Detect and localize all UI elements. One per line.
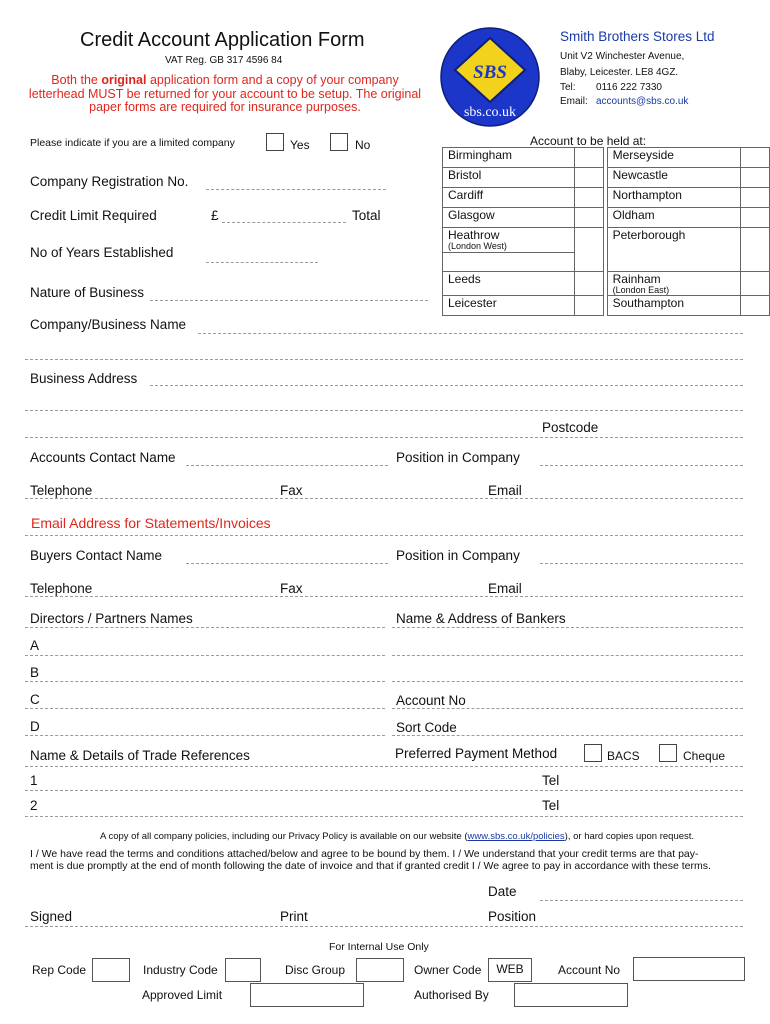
- company-name: Smith Brothers Stores Ltd: [560, 29, 715, 44]
- accounts-contact-details-field[interactable]: [25, 498, 743, 499]
- branch-name: Northampton: [607, 188, 740, 208]
- trade-references-divider: [25, 766, 743, 767]
- trade-ref-1-field[interactable]: [25, 790, 743, 791]
- branch-checkbox-southampton[interactable]: [741, 296, 770, 316]
- branch-checkbox-glasgow[interactable]: [575, 208, 604, 228]
- branch-checkbox-heathrow[interactable]: [575, 228, 604, 272]
- years-established-label: No of Years Established: [30, 245, 174, 260]
- directors-field[interactable]: [25, 627, 385, 628]
- branch-name: Birmingham: [443, 148, 575, 168]
- credit-limit-field[interactable]: [222, 222, 346, 223]
- branch-row: [443, 228, 770, 253]
- branch-name: Merseyside: [607, 148, 740, 168]
- branch-name: Rainham (London East): [607, 272, 740, 296]
- company-tel-label: Tel:: [560, 82, 576, 93]
- disc-group-label: Disc Group: [285, 963, 346, 977]
- bacs-checkbox[interactable]: [584, 744, 602, 762]
- business-name-field[interactable]: [198, 333, 743, 334]
- company-registration-label: Company Registration No.: [30, 174, 189, 189]
- limited-yes-checkbox[interactable]: [266, 133, 284, 151]
- branch-table: [442, 147, 770, 316]
- email-statements-field[interactable]: [25, 535, 743, 536]
- branches-heading: Account to be held at:: [530, 134, 647, 148]
- branch-name: Cardiff: [443, 188, 575, 208]
- company-registration-field[interactable]: [206, 189, 386, 190]
- trade-ref-1-label: 1: [30, 773, 38, 788]
- signature-field[interactable]: [25, 926, 743, 927]
- authorised-by-input[interactable]: [514, 983, 628, 1007]
- accounts-contact-label: Accounts Contact Name: [30, 450, 176, 465]
- business-name-label: Company/Business Name: [30, 317, 187, 332]
- branch-name: Southampton: [607, 296, 740, 316]
- cheque-checkbox[interactable]: [659, 744, 677, 762]
- director-d-label: D: [30, 719, 40, 734]
- directors-label: Directors / Partners Names: [30, 611, 193, 626]
- account-no-internal-input[interactable]: [633, 957, 745, 981]
- nature-of-business-label: Nature of Business: [30, 285, 145, 300]
- vat-number: VAT Reg. GB 317 4596 84: [165, 55, 283, 66]
- limited-yes-label: Yes: [290, 138, 310, 152]
- branch-checkbox-northampton[interactable]: [741, 188, 770, 208]
- branch-checkbox-leeds[interactable]: [575, 272, 604, 296]
- internal-use-heading: For Internal Use Only: [329, 941, 429, 953]
- owner-code-label: Owner Code: [414, 963, 482, 977]
- industry-code-input[interactable]: [225, 958, 261, 982]
- print-label: Print: [280, 909, 308, 924]
- accounts-email-label: Email: [488, 483, 522, 498]
- buyers-telephone-label: Telephone: [30, 581, 93, 596]
- limited-company-question: Please indicate if you are a limited company: [30, 137, 235, 149]
- branch-name: Newcastle: [607, 168, 740, 188]
- accounts-fax-label: Fax: [280, 483, 303, 498]
- signed-label: Signed: [30, 909, 73, 924]
- buyers-email-label: Email: [488, 581, 522, 596]
- company-tel: 0116 222 7330: [596, 82, 662, 93]
- director-c-label: C: [30, 692, 40, 707]
- business-address-field-line-2[interactable]: [25, 410, 743, 411]
- branch-checkbox-rainham[interactable]: [741, 272, 770, 296]
- buyers-contact-details-field[interactable]: [25, 596, 743, 597]
- branch-row: [443, 168, 770, 188]
- policy-link[interactable]: www.sbs.co.uk/policies: [467, 831, 565, 842]
- branch-name: Leeds: [443, 272, 575, 296]
- bankers-address-line-1[interactable]: [392, 655, 743, 656]
- postcode-label: Postcode: [542, 420, 599, 435]
- branch-name: Peterborough: [607, 228, 740, 272]
- policy-note: A copy of all company policies, including our Privacy Policy is available on our website (www.sbs.co.uk/policies), or hard copies upon request.: [100, 831, 695, 842]
- director-b-label: B: [30, 665, 40, 680]
- accounts-position-label: Position in Company: [396, 450, 520, 465]
- director-d-field[interactable]: [25, 735, 385, 736]
- director-b-field[interactable]: [25, 681, 385, 682]
- bankers-label: Name & Address of Bankers: [396, 611, 566, 626]
- branch-name: Leicester: [443, 296, 575, 316]
- return-notice: Both the original application form and a copy of your company letterhead MUST be returned for your account to be setup. The original paper forms are required for insurance purposes.: [28, 73, 422, 114]
- accounts-telephone-label: Telephone: [30, 483, 93, 498]
- buyers-fax-label: Fax: [280, 581, 303, 596]
- branch-checkbox-peterborough[interactable]: [741, 228, 770, 272]
- director-c-field[interactable]: [25, 708, 385, 709]
- branch-name: Oldham: [607, 208, 740, 228]
- approved-limit-label: Approved Limit: [142, 988, 223, 1002]
- position-label: Position: [488, 909, 537, 924]
- branch-checkbox-newcastle[interactable]: [741, 168, 770, 188]
- buyers-position-label: Position in Company: [396, 548, 520, 563]
- svg-text:SBS: SBS: [473, 62, 507, 83]
- postcode-field[interactable]: [25, 437, 743, 438]
- credit-limit-label: Credit Limit Required: [30, 208, 157, 223]
- branch-checkbox-leicester[interactable]: [575, 296, 604, 316]
- agreement-line-2: ment is due promptly at the end of month following the date of invoice and that if granted credit I / We agree to pay in accordance with these terms.: [30, 860, 711, 872]
- sort-code-label: Sort Code: [396, 720, 457, 735]
- branch-checkbox-birmingham[interactable]: [575, 148, 604, 168]
- owner-code-input[interactable]: WEB: [488, 958, 532, 982]
- branch-row: [443, 272, 770, 296]
- bank-account-no-field[interactable]: [392, 708, 743, 709]
- trade-ref-2-tel-label: Tel: [542, 798, 560, 813]
- branch-checkbox-merseyside[interactable]: [741, 148, 770, 168]
- disc-group-input[interactable]: [356, 958, 404, 982]
- agreement-line-1: I / We have read the terms and conditions attached/below and agree to be bound by them. I / We understand that your credit terms are that pay-: [30, 848, 699, 860]
- company-address-1: Unit V2 Winchester Avenue,: [560, 51, 685, 62]
- trade-ref-1-tel-label: Tel: [542, 773, 560, 788]
- branch-checkbox-bristol[interactable]: [575, 168, 604, 188]
- company-email-label: Email:: [560, 96, 588, 107]
- branch-row: [443, 208, 770, 228]
- branch-row: [443, 296, 770, 316]
- buyers-contact-label: Buyers Contact Name: [30, 548, 163, 563]
- sort-code-field[interactable]: [392, 735, 743, 736]
- business-address-field[interactable]: [150, 385, 743, 386]
- bankers-address-line-2[interactable]: [392, 681, 743, 682]
- director-a-label: A: [30, 638, 40, 653]
- years-established-field[interactable]: [206, 262, 318, 263]
- account-no-label: Account No: [396, 693, 466, 708]
- pound-sign: £: [211, 208, 219, 223]
- branch-row: [443, 148, 770, 168]
- bankers-field[interactable]: [392, 627, 743, 628]
- accounts-position-field[interactable]: [540, 465, 743, 466]
- company-email-link[interactable]: accounts@sbs.co.uk: [596, 96, 689, 107]
- branch-name: Glasgow: [443, 208, 575, 228]
- credit-total-label: Total: [352, 208, 381, 223]
- accounts-contact-field[interactable]: [186, 465, 388, 466]
- nature-of-business-field[interactable]: [150, 300, 428, 301]
- page-title: Credit Account Application Form: [80, 29, 365, 51]
- rep-code-label: Rep Code: [32, 963, 87, 977]
- trade-references-label: Name & Details of Trade References: [30, 748, 250, 763]
- rep-code-input[interactable]: [92, 958, 130, 982]
- sbs-logo: [439, 26, 541, 128]
- trade-ref-2-field[interactable]: [25, 816, 743, 817]
- bacs-label: BACS: [607, 749, 640, 763]
- limited-no-checkbox[interactable]: [330, 133, 348, 151]
- branch-name: Bristol: [443, 168, 575, 188]
- business-name-field-line-2[interactable]: [25, 359, 743, 360]
- cheque-label: Cheque: [683, 749, 726, 763]
- director-a-field[interactable]: [25, 655, 385, 656]
- branch-checkbox-oldham[interactable]: [741, 208, 770, 228]
- authorised-by-label: Authorised By: [414, 988, 489, 1002]
- account-no-internal-label: Account No: [558, 963, 621, 977]
- approved-limit-input[interactable]: [250, 983, 364, 1007]
- trade-ref-2-label: 2: [30, 798, 38, 813]
- business-address-label: Business Address: [30, 371, 138, 386]
- branch-row: [443, 188, 770, 208]
- branch-name: Heathrow (London West): [443, 228, 575, 253]
- svg-text:sbs.co.uk: sbs.co.uk: [463, 105, 517, 120]
- email-statements-label: Email Address for Statements/Invoices: [31, 515, 271, 531]
- industry-code-label: Industry Code: [143, 963, 218, 977]
- date-field[interactable]: [540, 900, 743, 901]
- limited-no-label: No: [355, 138, 371, 152]
- buyers-contact-field[interactable]: [186, 563, 388, 564]
- date-label: Date: [488, 884, 517, 899]
- branch-checkbox-cardiff[interactable]: [575, 188, 604, 208]
- buyers-position-field[interactable]: [540, 563, 743, 564]
- company-address-2: Blaby, Leicester. LE8 4GZ.: [560, 67, 679, 78]
- payment-method-label: Preferred Payment Method: [395, 746, 558, 761]
